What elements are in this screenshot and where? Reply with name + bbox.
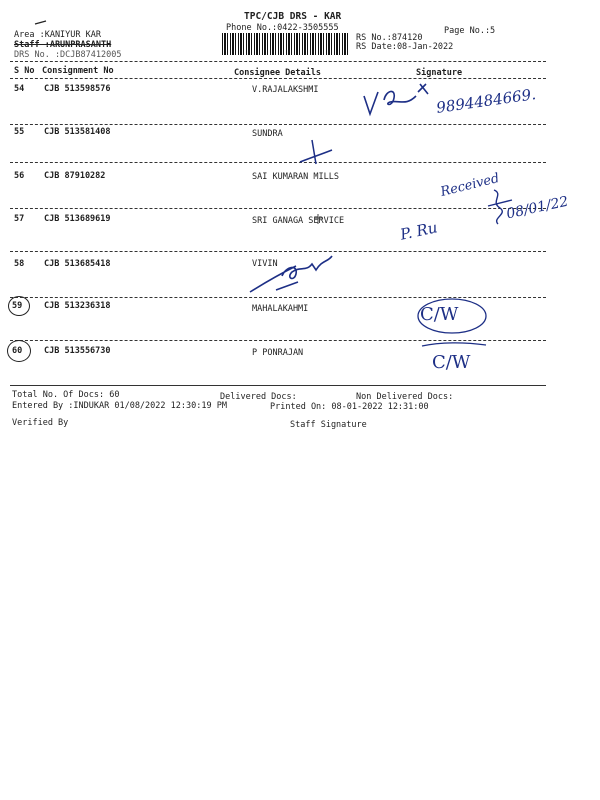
row-consignee: VIVIN bbox=[252, 259, 278, 269]
row-consignee: MAHALAKAHMI bbox=[252, 304, 309, 314]
phone-number: Phone No.:0422-3505555 bbox=[226, 23, 339, 33]
handwritten-received: Received bbox=[439, 170, 501, 201]
row-sno: 55 bbox=[14, 127, 25, 137]
row-divider bbox=[10, 208, 546, 209]
area-label: Area :KANIYUR KAR bbox=[14, 30, 101, 40]
handwritten-initials: P. Ru bbox=[398, 218, 440, 244]
entered-by: Entered By :INDUKAR 01/08/2022 12:30:19 PM bbox=[12, 401, 227, 411]
page-number: Page No.:5 bbox=[444, 26, 496, 36]
staff-signature: Staff Signature bbox=[290, 420, 367, 430]
pen-mark-icon bbox=[34, 18, 48, 26]
signature-vivin bbox=[246, 252, 346, 298]
row-consignment: CJB 87910282 bbox=[44, 171, 106, 181]
rs-date: RS Date:08-Jan-2022 bbox=[356, 42, 454, 52]
handwritten-cw-2: C/W bbox=[432, 352, 471, 373]
row-sno: 59 bbox=[12, 301, 23, 311]
signature-ganaga bbox=[486, 186, 516, 226]
column-consignment: Consignment No bbox=[42, 66, 114, 76]
non-delivered-docs: Non Delivered Docs: bbox=[356, 392, 454, 402]
row-sno: 57 bbox=[14, 214, 25, 224]
table-bottom-rule bbox=[10, 385, 546, 386]
row-sno: 54 bbox=[14, 84, 25, 94]
delivered-docs: Delivered Docs: bbox=[220, 392, 297, 402]
total-docs: Total No. Of Docs: 60 bbox=[12, 390, 120, 400]
row-consignee: P PONRAJAN bbox=[252, 348, 304, 358]
row-consignee: V.RAJALAKSHMI bbox=[252, 85, 319, 95]
rs-number: RS No.:874120 bbox=[356, 33, 423, 43]
row-consignment: CJB 513685418 bbox=[44, 259, 111, 269]
handwritten-cw-1: C/W bbox=[420, 304, 459, 325]
column-consignee: Consignee Details bbox=[234, 68, 321, 78]
row-sno: 58 bbox=[14, 259, 25, 269]
document-title: TPC/CJB DRS - KAR bbox=[244, 11, 342, 22]
cw-circle-mark bbox=[414, 294, 490, 338]
row-consignment: CJB 513581408 bbox=[44, 127, 111, 137]
cw-overline-mark bbox=[420, 340, 490, 350]
signature-sundra bbox=[296, 138, 336, 170]
header-divider bbox=[10, 61, 546, 62]
row-divider bbox=[10, 124, 546, 125]
row-consignment: CJB 513236318 bbox=[44, 301, 111, 311]
staff-label: Staff :ARUNPRASANTH bbox=[14, 40, 112, 50]
column-signature: Signature bbox=[416, 68, 463, 78]
row-consignee: SUNDRA bbox=[252, 129, 283, 139]
barcode-image bbox=[222, 33, 350, 55]
printed-on: Printed On: 08-01-2022 12:31:00 bbox=[270, 402, 429, 412]
row-divider bbox=[10, 162, 546, 163]
handwritten-phone: 9894484669. bbox=[435, 85, 537, 117]
row-sno: 56 bbox=[14, 171, 25, 181]
verified-by: Verified By bbox=[12, 418, 69, 428]
row-consignment: CJB 513598576 bbox=[44, 84, 111, 94]
row-sno: 60 bbox=[12, 346, 23, 356]
row-consignee: SRI GANAGA SERVICE bbox=[252, 216, 345, 226]
column-divider bbox=[10, 78, 546, 79]
row-consignee: SAI KUMARAN MILLS bbox=[252, 172, 339, 182]
drs-number: DRS No. :DCJB87412005 bbox=[14, 50, 122, 60]
row-consignment: CJB 513556730 bbox=[44, 346, 111, 356]
row-consignment: CJB 513689619 bbox=[44, 214, 111, 224]
handwritten-date: 08/01/22 bbox=[505, 193, 570, 223]
column-sno: S No bbox=[14, 66, 35, 76]
small-tick-mark bbox=[312, 212, 324, 226]
